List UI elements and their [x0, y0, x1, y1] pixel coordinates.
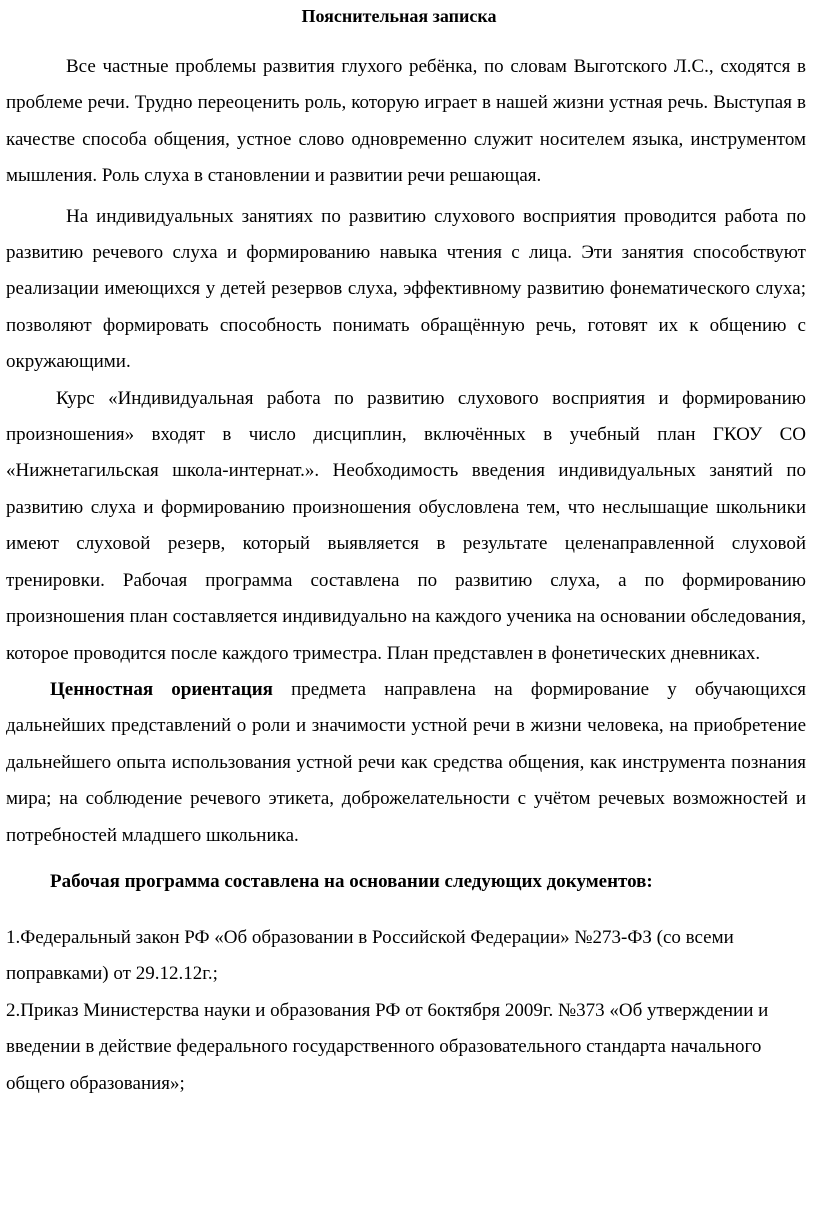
- paragraph-individual-lessons: На индивидуальных занятиях по развитию слухового восприятия проводится работа по развитию речевого слуха и формированию навыка чтения с лица. Эти занятия способствуют реализации имеющихся у детей резервов слуха, эффективному развитию фонематического слуха; позволяют формировать способность понимать обращённую речь, готовят их к общению с окружающими.: [6, 205, 806, 373]
- paragraph-value-orientation: [6, 672, 806, 854]
- value-orientation-label: Ценностная ориентация: [50, 678, 273, 700]
- document-title: Пояснительная записка: [301, 6, 497, 26]
- document-page: [0, 5, 816, 1206]
- paragraph-course: Курс «Индивидуальная работа по развитию слухового восприятия и формированию произношения» входят в число дисциплин, включённых в учебный план ГКОУ СО «Нижнетагильская школа-интернат.». Необходимость введения индивидуальных занятий по развитию слуха и формированию произношения обусловлена тем, что неслышащие школьники имеют слуховой резерв, который выявляется в результате целенаправленной слуховой тренировки. Рабочая программа составлена по развитию слуха, а по формированию произношения план составляется индивидуально на каждого ученика на основании обследования, которое проводится после каждого триместра. План представлен в фонетических дневниках.: [6, 387, 806, 664]
- list-item: 1.Федеральный закон РФ «Об образовании в Российской Федерации» №273-ФЗ (со всеми поправками) от 29.12.12г.;: [6, 926, 734, 985]
- list-item: 2.Приказ Министерства науки и образования РФ от 6октября 2009г. №373 «Об утверждении и введении в действие федерального государственного образовательного стандарта начального общего образования»;: [6, 999, 769, 1094]
- paragraph-intro: Все частные проблемы развития глухого ребёнка, по словам Выготского Л.С., сходятся в проблеме речи. Трудно переоценить роль, которую играет в нашей жизни устная речь. Выступая в качестве способа общения, устное слово одновременно служит носителем языка, инструментом мышления. Роль слуха в становлении и развитии речи решающая.: [6, 56, 806, 187]
- documents-heading: Рабочая программа составлена на основании следующих документов:: [50, 870, 653, 892]
- value-orientation-text: предмета направлена на формирование у обучающихся дальнейших представлений о роли и значимости устной речи в жизни человека, на приобретение дальнейшего опыта использования устной речи как средства общения, как инструмента познания мира; на соблюдение речевого этикета, доброжелательности с учётом речевых возможностей и потребностей младшего школьника.: [6, 678, 807, 846]
